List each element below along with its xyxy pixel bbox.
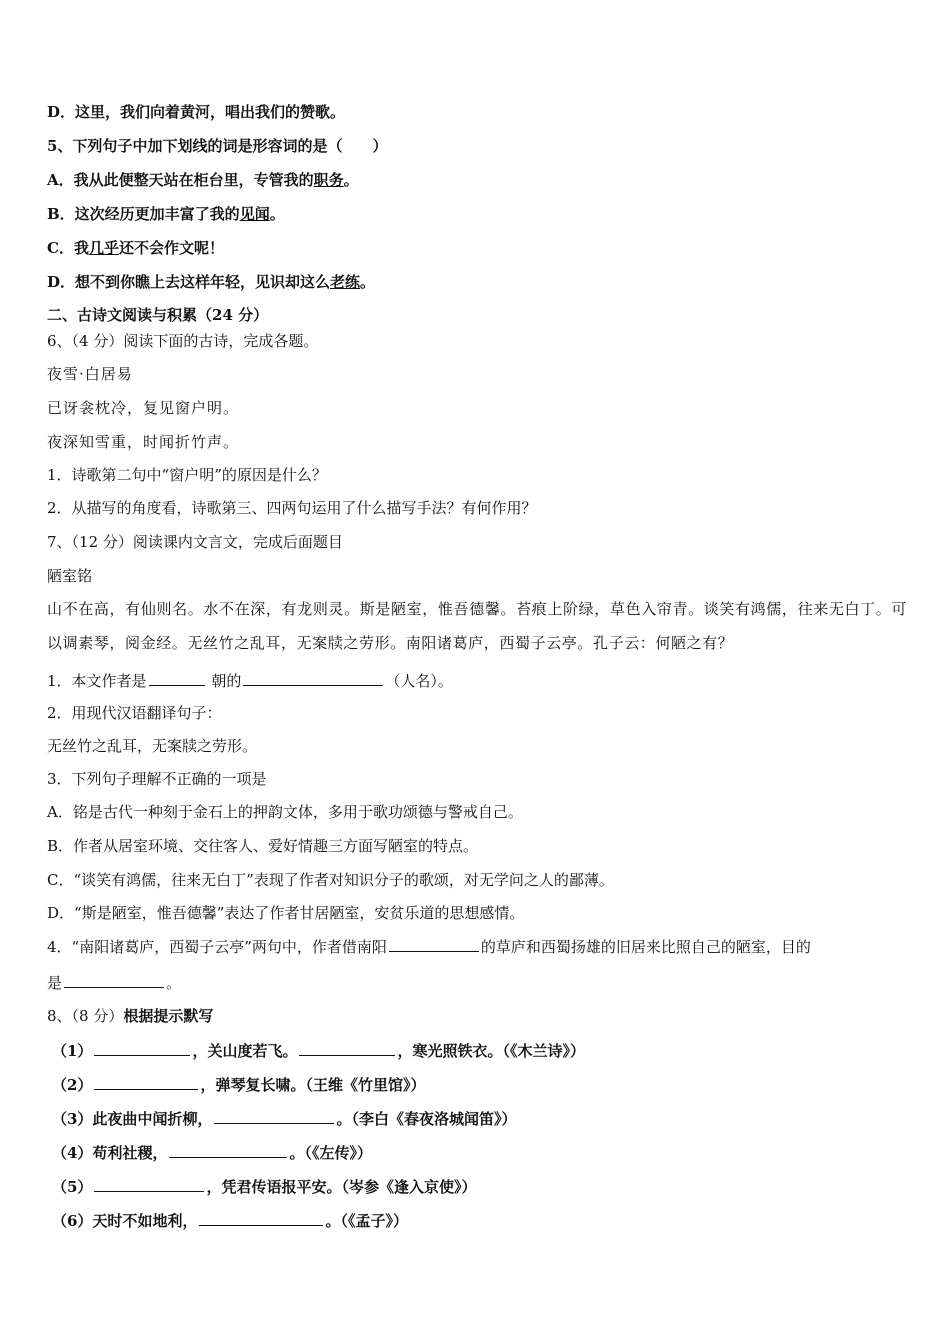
- q5-b-end: 。: [269, 205, 285, 223]
- q6-poem-title: 夜雪·白居易: [47, 365, 133, 383]
- q7-stem: 7、（12 分）阅读课内文言文，完成后面题目: [47, 533, 343, 551]
- blank-author-name[interactable]: [243, 670, 383, 686]
- q5-a-text: A．我从此便整天站在柜台里，专管我的: [47, 171, 314, 189]
- q7-text-title: 陋室铭: [47, 567, 93, 585]
- q7-option-a: A．铭是古代一种刻于金石上的押韵文体，多用于歌功颂德与警戒自己。: [47, 803, 523, 821]
- q5-option-a: [47, 170, 359, 190]
- q5-option-b: [47, 204, 285, 224]
- q5-b-text: B．这次经历更加丰富了我的: [47, 205, 240, 223]
- blank-q8-6[interactable]: [199, 1210, 323, 1226]
- q8-item2-end: ，弹琴复长啸。（王维《竹里馆》）: [200, 1076, 426, 1094]
- q5-stem: 5、下列句子中加下划线的词是形容词的是（ ）: [47, 137, 388, 155]
- q8-item1-num: （1）: [52, 1042, 93, 1060]
- q7-text-body: 山不在高，有仙则名。水不在深，有龙则灵。斯是陋室，惟吾德馨。苔痕上阶绿，草色入帘青。谈笑有鸿儒，往来无白丁。可以调素琴，阅金经。无丝竹之乱耳，无案牍之劳形。南阳诸葛庐，西蜀子云亭。孔子云：何陋之有？: [47, 600, 907, 652]
- q8-item5: [52, 1176, 476, 1197]
- q4-option-d: D．这里，我们向着黄河，唱出我们的赞歌。: [47, 103, 346, 121]
- blank-q8-3[interactable]: [214, 1108, 334, 1124]
- q7-sub1-end: （人名）。: [385, 672, 453, 690]
- q7-sub4-line1: [47, 936, 811, 957]
- q8-item4-end: 。（《左传》）: [289, 1144, 372, 1162]
- q5-b-underlined: 见闻: [239, 205, 270, 223]
- q8-stem-number: 8、（8 分）: [47, 1007, 124, 1025]
- q7-option-d: D．“斯是陋室，惟吾德馨”表达了作者甘居陋室，安贫乐道的思想感情。: [47, 904, 525, 922]
- q7-sub2: 2．用现代汉语翻译句子：: [47, 704, 222, 722]
- blank-nanyang[interactable]: [389, 936, 479, 952]
- blank-q8-5[interactable]: [94, 1176, 204, 1192]
- q8-item1: [52, 1040, 585, 1061]
- q5-option-d: [47, 272, 375, 292]
- q7-sub1-mid: 朝的: [211, 672, 242, 690]
- q8-item2-num: （2）: [52, 1076, 93, 1094]
- q8-item4: [52, 1142, 372, 1163]
- q5-c-end: 还不会作文呢！: [118, 239, 224, 257]
- q8-item3: [52, 1108, 516, 1129]
- q6-poem-line2: 夜深知雪重，时闻折竹声。: [47, 433, 240, 451]
- q8-item5-end: ，凭君传语报平安。（岑参《逢入京使》）: [206, 1178, 477, 1196]
- q5-d-text: D．想不到你瞧上去这样年轻，见识却这么: [47, 273, 331, 291]
- q7-sub4-text-c: 是: [47, 974, 63, 992]
- q5-a-underlined: 职务: [313, 171, 344, 189]
- q7-sub4-line2: [47, 972, 181, 993]
- q5-d-end: 。: [360, 273, 376, 291]
- q8-item4-text: （4）苟利社稷，: [52, 1144, 168, 1162]
- q5-c-text: C．我: [47, 239, 89, 257]
- q7-sub4-text-d: 。: [166, 974, 182, 992]
- q6-poem-line1: 已讶衾枕冷，复见窗户明。: [47, 399, 240, 417]
- q5-d-underlined: 老练: [330, 273, 361, 291]
- q6-sub2: 2．从描写的角度看，诗歌第三、四两句运用了什么描写手法？有何作用？: [47, 499, 537, 517]
- blank-q8-4[interactable]: [169, 1142, 287, 1158]
- q8-item3-text: （3）此夜曲中闻折柳，: [52, 1110, 213, 1128]
- q5-c-underlined: 几乎: [88, 239, 119, 257]
- blank-purpose[interactable]: [64, 972, 164, 988]
- q6-stem: 6、（4 分）阅读下面的古诗，完成各题。: [47, 332, 319, 350]
- blank-q8-1b[interactable]: [299, 1040, 395, 1056]
- q8-item6: [52, 1210, 408, 1231]
- q8-item6-text: （6）天时不如地利，: [52, 1212, 198, 1230]
- q6-sub1: 1．诗歌第二句中“窗户明”的原因是什么？: [47, 466, 327, 484]
- q5-option-c: [47, 238, 224, 258]
- q7-sub3: 3．下列句子理解不正确的一项是: [47, 770, 267, 788]
- q7-sub1-label: 1．本文作者是: [47, 672, 147, 690]
- blank-dynasty[interactable]: [149, 670, 205, 686]
- q5-a-end: 。: [343, 171, 359, 189]
- blank-q8-2[interactable]: [94, 1074, 198, 1090]
- q8-stem-text: 根据提示默写: [123, 1007, 214, 1025]
- q8-item1-end: ，寒光照铁衣。（《木兰诗》）: [397, 1042, 585, 1060]
- blank-q8-1a[interactable]: [94, 1040, 190, 1056]
- q8-item6-end: 。（《孟子》）: [325, 1212, 408, 1230]
- q7-sub2-sentence: 无丝竹之乱耳，无案牍之劳形。: [47, 737, 258, 755]
- section2-title: 二、古诗文阅读与积累（24 分）: [47, 306, 269, 324]
- q8-stem: [47, 1006, 213, 1026]
- q7-sub4-text-a: 4．“南阳诸葛庐，西蜀子云亭”两句中，作者借南阳: [47, 938, 387, 956]
- q8-item2: [52, 1074, 425, 1095]
- q7-sub4-text-b: 的草庐和西蜀扬雄的旧居来比照自己的陋室，目的: [480, 938, 811, 956]
- q8-item3-end: 。（李白《春夜洛城闻笛》）: [336, 1110, 517, 1128]
- q8-item5-num: （5）: [52, 1178, 93, 1196]
- q8-item1-mid: ，关山度若飞。: [192, 1042, 298, 1060]
- q7-option-b: B．作者从居室环境、交往客人、爱好情趣三方面写陋室的特点。: [47, 837, 479, 855]
- q7-option-c: C．“谈笑有鸿儒，往来无白丁”表现了作者对知识分子的歌颂，对无学问之人的鄙薄。: [47, 871, 614, 889]
- q7-sub1: [47, 670, 453, 691]
